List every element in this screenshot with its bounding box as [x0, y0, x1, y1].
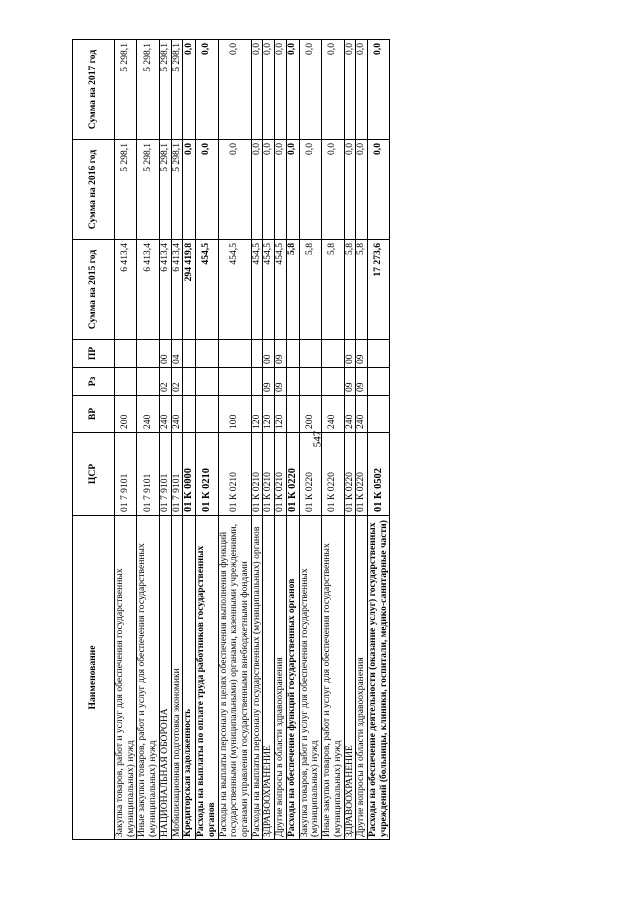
row-name: ЗДРАВООХРАНЕНИЕ [344, 516, 356, 840]
row-rz [367, 368, 389, 396]
row-sum-2015: 17 273,6 [367, 240, 389, 340]
row-name: Другие вопросы в области здравоохранения [356, 516, 368, 840]
row-csr: 01 7 9101 [171, 433, 183, 516]
table-row [251, 40, 263, 840]
table-row [115, 40, 137, 840]
row-sum-2016: 0,0 [218, 140, 251, 240]
row-name: НАЦИОНАЛЬНАЯ ОБОРОНА [159, 516, 171, 840]
row-csr: 01 К 0210 [275, 433, 287, 516]
row-vr: 240 [159, 396, 171, 433]
row-sum-2015: 294 419,8 [183, 240, 196, 340]
row-rz [137, 368, 159, 396]
table-row [263, 40, 275, 840]
row-csr: 01 7 9101 [159, 433, 171, 516]
row-sum-2017: 0,0 [344, 40, 356, 140]
row-name: Расходы на выплаты по оплате труда работников государственных органов [196, 516, 218, 840]
header-pr: ПР [73, 340, 115, 368]
row-pr [286, 340, 299, 368]
row-sum-2015: 5,8 [322, 240, 344, 340]
row-sum-2015: 6 413,4 [137, 240, 159, 340]
row-name: Расходы на выплаты персоналу в целях обеспечения выполнения функций государственными (муниципальными) органами, казенными учреждениями, органами управления государственными внебюджетными фондами [218, 516, 251, 840]
row-sum-2017: 0,0 [196, 40, 218, 140]
row-vr: 240 [171, 396, 183, 433]
row-rz [286, 368, 299, 396]
row-sum-2017: 0,0 [286, 40, 299, 140]
table-row [171, 40, 183, 840]
row-vr: 100 [218, 396, 251, 433]
row-vr: 120 [251, 396, 263, 433]
table-header-row [73, 40, 115, 840]
header-sum-2016: Сумма на 2016 год [73, 140, 115, 240]
row-vr: 240 [137, 396, 159, 433]
row-csr: 01 К 0210 [263, 433, 275, 516]
row-rz: 09 [344, 368, 356, 396]
row-pr [367, 340, 389, 368]
row-sum-2016: 5 298,1 [115, 140, 137, 240]
row-sum-2015: 454,5 [196, 240, 218, 340]
row-pr [299, 340, 321, 368]
row-name: Закупка товаров, работ и услуг для обеспечения государственных (муниципальных) нужд [299, 516, 321, 840]
row-sum-2017: 0,0 [299, 40, 321, 140]
row-sum-2016: 0,0 [322, 140, 344, 240]
row-sum-2015: 5,8 [299, 240, 321, 340]
row-sum-2016: 0,0 [286, 140, 299, 240]
row-vr: 120 [263, 396, 275, 433]
rotated-page [72, 40, 570, 840]
row-pr [218, 340, 251, 368]
row-csr: 01 К 0220 [286, 433, 299, 516]
row-pr [322, 340, 344, 368]
row-sum-2016: 0,0 [344, 140, 356, 240]
table-row [275, 40, 287, 840]
row-sum-2016: 5 298,1 [159, 140, 171, 240]
row-rz: 02 [159, 368, 171, 396]
row-sum-2016: 0,0 [275, 140, 287, 240]
row-sum-2016: 0,0 [367, 140, 389, 240]
row-pr [196, 340, 218, 368]
table-row [183, 40, 196, 840]
row-rz: 09 [275, 368, 287, 396]
header-csr: ЦСР [73, 433, 115, 516]
row-rz [218, 368, 251, 396]
row-sum-2015: 6 413,4 [171, 240, 183, 340]
table-body [115, 40, 390, 840]
row-vr: 200 [299, 396, 321, 433]
row-sum-2017: 5 298,1 [171, 40, 183, 140]
row-pr: 09 [275, 340, 287, 368]
row-rz [183, 368, 196, 396]
row-vr: 240 [356, 396, 368, 433]
header-name: Наименование [73, 516, 115, 840]
row-vr [196, 396, 218, 433]
row-vr: 240 [322, 396, 344, 433]
row-name: Мобилизационная подготовка экономики [171, 516, 183, 840]
row-sum-2017: 0,0 [275, 40, 287, 140]
row-name: Закупка товаров, работ и услуг для обеспечения государственных (муниципальных) нужд [115, 516, 137, 840]
row-rz [115, 368, 137, 396]
table-row [196, 40, 218, 840]
row-sum-2017: 0,0 [367, 40, 389, 140]
row-sum-2015: 454,5 [251, 240, 263, 340]
row-rz: 02 [171, 368, 183, 396]
row-csr: 01 К 0220 [299, 433, 321, 516]
row-pr [183, 340, 196, 368]
row-vr [367, 396, 389, 433]
row-sum-2017: 0,0 [218, 40, 251, 140]
row-csr: 01 К 0210 [196, 433, 218, 516]
row-rz [251, 368, 263, 396]
row-vr: 120 [275, 396, 287, 433]
budget-table [72, 39, 390, 840]
row-csr: 01 К 0502 [367, 433, 389, 516]
row-csr: 01 К 0210 [218, 433, 251, 516]
row-sum-2015: 5,8 [356, 240, 368, 340]
row-name: Расходы на выплаты персоналу государственных (муниципальных) органов [251, 516, 263, 840]
row-pr [137, 340, 159, 368]
table-row [356, 40, 368, 840]
row-rz: 09 [356, 368, 368, 396]
row-vr: 240 [344, 396, 356, 433]
row-sum-2015: 454,5 [275, 240, 287, 340]
row-vr: 200 [115, 396, 137, 433]
row-sum-2017: 5 298,1 [137, 40, 159, 140]
row-csr: 01 К 0210 [251, 433, 263, 516]
row-pr: 09 [356, 340, 368, 368]
table-row [137, 40, 159, 840]
row-sum-2017: 5 298,1 [115, 40, 137, 140]
row-pr: 00 [263, 340, 275, 368]
row-sum-2016: 0,0 [196, 140, 218, 240]
row-csr: 01 7 9101 [137, 433, 159, 516]
table-row [367, 40, 389, 840]
row-sum-2017: 0,0 [251, 40, 263, 140]
row-sum-2017: 0,0 [322, 40, 344, 140]
row-pr [115, 340, 137, 368]
row-sum-2016: 0,0 [263, 140, 275, 240]
row-pr [251, 340, 263, 368]
row-sum-2016: 0,0 [183, 140, 196, 240]
row-csr: 01 К 0220 [322, 433, 344, 516]
row-sum-2015: 5,8 [286, 240, 299, 340]
row-name: Иные закупки товаров, работ и услуг для обеспечения государственных (муниципальных) нужд [322, 516, 344, 840]
row-pr: 00 [344, 340, 356, 368]
row-sum-2016: 5 298,1 [137, 140, 159, 240]
row-pr: 04 [171, 340, 183, 368]
row-sum-2017: 5 298,1 [159, 40, 171, 140]
row-csr: 01 К 0220 [344, 433, 356, 516]
row-name: Расходы на обеспечение функций государственных органов [286, 516, 299, 840]
row-sum-2015: 454,5 [263, 240, 275, 340]
row-vr [183, 396, 196, 433]
row-rz [322, 368, 344, 396]
row-csr: 01 К 0000 [183, 433, 196, 516]
row-name: Другие вопросы в области здравоохранения [275, 516, 287, 840]
row-sum-2015: 6 413,4 [115, 240, 137, 340]
row-name: ЗДРАВООХРАНЕНИЕ [263, 516, 275, 840]
row-sum-2017: 0,0 [183, 40, 196, 140]
row-name: Иные закупки товаров, работ и услуг для обеспечения государственных (муниципальных) нужд [137, 516, 159, 840]
row-rz: 09 [263, 368, 275, 396]
table-row [286, 40, 299, 840]
table-row [299, 40, 321, 840]
table-row [159, 40, 171, 840]
header-rz: Рз [73, 368, 115, 396]
row-rz [299, 368, 321, 396]
header-vr: ВР [73, 396, 115, 433]
row-sum-2017: 0,0 [356, 40, 368, 140]
row-rz [196, 368, 218, 396]
row-sum-2017: 0,0 [263, 40, 275, 140]
row-sum-2015: 454,5 [218, 240, 251, 340]
header-sum-2017: Сумма на 2017 год [73, 40, 115, 140]
row-pr: 00 [159, 340, 171, 368]
row-sum-2015: 6 413,4 [159, 240, 171, 340]
table-row [344, 40, 356, 840]
row-sum-2016: 0,0 [356, 140, 368, 240]
header-sum-2015: Сумма на 2015 год [73, 240, 115, 340]
row-name: Расходы на обеспечение деятельности (оказание услуг) государственных учреждений (больницы, клиники, госпитали, медико-санитарные части) [367, 516, 389, 840]
row-name: Кредиторская задолженность [183, 516, 196, 840]
row-sum-2016: 5 298,1 [171, 140, 183, 240]
table-row [322, 40, 344, 840]
row-csr: 01 К 0220 [356, 433, 368, 516]
row-sum-2016: 0,0 [299, 140, 321, 240]
row-sum-2015: 5,8 [344, 240, 356, 340]
row-sum-2016: 0,0 [251, 140, 263, 240]
page-number: 547 [311, 430, 324, 448]
row-vr [286, 396, 299, 433]
row-csr: 01 7 9101 [115, 433, 137, 516]
table-row [218, 40, 251, 840]
